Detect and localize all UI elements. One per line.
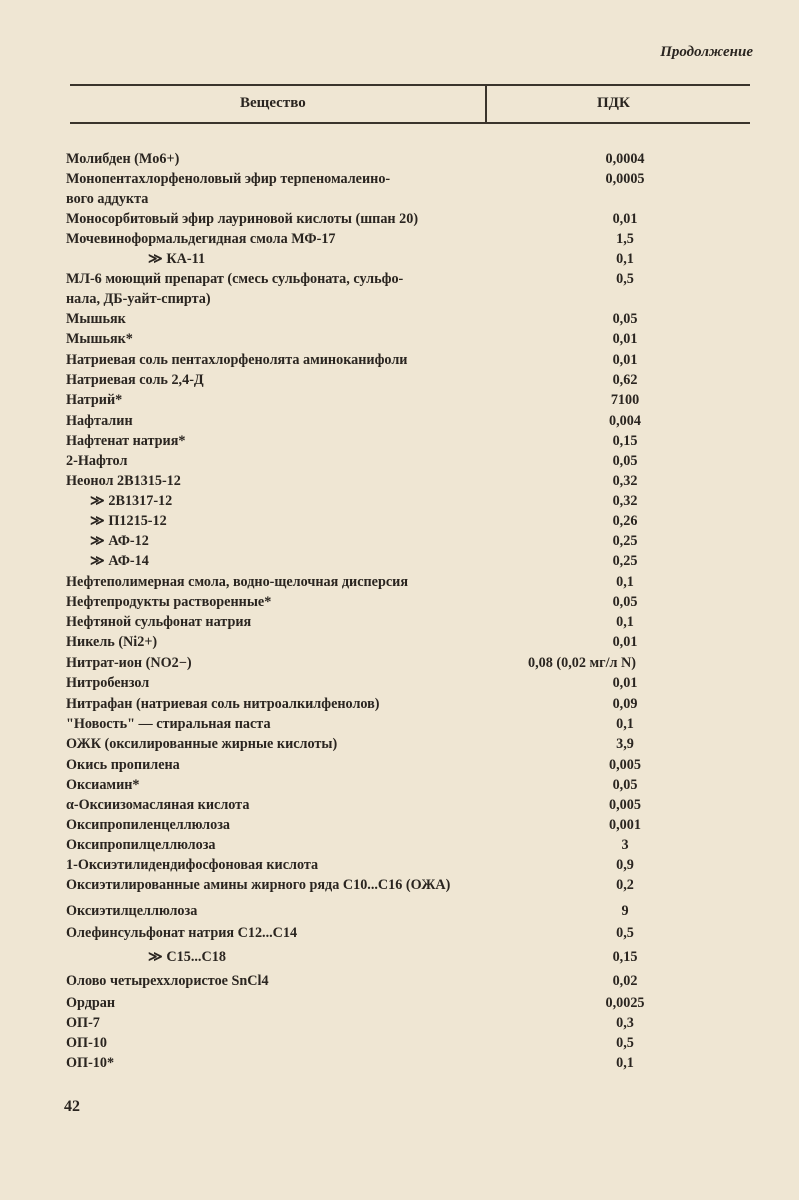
substance-name: Нитробензол [66,675,150,691]
substance-name: ОЖК (оксилированные жирные кислоты) [66,736,338,752]
substance-name: ≫ АФ-12 [90,533,149,549]
pdk-value: 1,5 [616,231,634,247]
substance-name: Мышьяк* [66,331,133,347]
pdk-value: 0,32 [612,473,638,489]
page-number: 42 [64,1098,80,1115]
substance-name: Натриевая соль пентахлорфенолята аминоканифоли [66,352,408,368]
substance-name: ОП-10 [66,1035,107,1051]
substance-name: Оксипропиленцеллюлоза [66,817,230,833]
substance-name: ОП-7 [66,1015,100,1031]
column-header-pdk: ПДК [597,95,630,111]
pdk-value: 0,02 [612,973,638,989]
pdk-value: 0,0004 [605,151,645,167]
column-divider [485,86,487,122]
pdk-value: 7100 [610,392,640,408]
pdk-value: 0,2 [616,877,634,893]
substance-name-continuation: нала, ДБ-уайт-спирта) [66,291,211,307]
pdk-value: 0,001 [609,817,641,833]
substance-name: Нефтяной сульфонат натрия [66,614,252,630]
pdk-value: 0,05 [612,777,638,793]
pdk-value: 3,9 [616,736,634,752]
pdk-value: 0,1 [616,574,634,590]
substance-name: Оксиэтилированные амины жирного ряда C10...C16 (ОЖА) [66,877,451,893]
pdk-value: 0,9 [616,857,634,873]
substance-name: α-Оксиизомасляная кислота [66,797,250,813]
substance-name: Ордран [66,995,116,1011]
substance-name: Нитрафан (натриевая соль нитроалкилфенолов) [66,696,380,712]
pdk-value: 0,25 [612,553,638,569]
substance-name: "Новость" — стиральная паста [66,716,271,732]
pdk-value: 0,05 [612,594,638,610]
column-header-substance: Вещество [240,95,306,111]
substance-name: Оксиамин* [66,777,140,793]
substance-name: ОП-10* [66,1055,115,1071]
substance-name: Нафтенат натрия* [66,433,186,449]
pdk-value: 0,15 [612,949,638,965]
pdk-value: 0,62 [612,372,638,388]
pdk-value: 0,01 [612,211,638,227]
substance-name: 2-Нафтол [66,453,128,469]
pdk-value: 3 [621,837,629,853]
substance-name: ≫ КА-11 [148,251,206,267]
pdk-value: 0,005 [609,797,641,813]
substance-name: Оксипропилцеллюлоза [66,837,216,853]
substance-name: Монопентахлорфеноловый эфир терпеномалеино- [66,171,391,187]
substance-name: Оксиэтилцеллюлоза [66,903,198,919]
pdk-value: 0,01 [612,352,638,368]
substance-name: Натриевая соль 2,4-Д [66,372,204,388]
substance-name: 1-Оксиэтилидендифосфоновая кислота [66,857,319,873]
substance-name: Олово четыреххлористое SnCl4 [66,973,269,989]
pdk-value: 0,5 [616,925,634,941]
substance-name: Неонол 2В1315-12 [66,473,181,489]
pdk-value: 0,32 [612,493,638,509]
pdk-value: 0,05 [612,453,638,469]
pdk-value: 0,5 [616,271,634,287]
pdk-value: 0,5 [616,1035,634,1051]
substance-name: Олефинсульфонат натрия C12...C14 [66,925,298,941]
substance-name: ≫ 2В1317-12 [90,493,173,509]
substance-name: Нефтеполимерная смола, водно-щелочная дисперсия [66,574,409,590]
pdk-value: 0,05 [612,311,638,327]
pdk-value: 0,004 [609,413,641,429]
substance-name: Нефтепродукты растворенные* [66,594,272,610]
substance-name: Нафталин [66,413,133,429]
substance-name-continuation: вого аддукта [66,191,149,207]
pdk-value: 0,1 [616,1055,634,1071]
substance-name: Окись пропилена [66,757,180,773]
substance-name: Натрий* [66,392,123,408]
pdk-value: 0,08 (0,02 мг/л N) [528,655,636,671]
substance-name: ≫ П1215-12 [90,513,167,529]
substance-name: ≫ АФ-14 [90,553,149,569]
pdk-value: 0,005 [609,757,641,773]
pdk-value: 0,0025 [605,995,645,1011]
pdk-value: 0,01 [612,675,638,691]
substance-name: Моносорбитовый эфир лауриновой кислоты (шпан 20) [66,211,419,227]
pdk-value: 0,3 [616,1015,634,1031]
substance-name: ≫ C15...C18 [148,949,226,965]
substance-name: МЛ-6 моющий препарат (смесь сульфоната, сульфо- [66,271,404,287]
pdk-value: 9 [621,903,629,919]
pdk-value: 0,25 [612,533,638,549]
pdk-value: 0,09 [612,696,638,712]
continuation-label: Продолжение [660,44,753,60]
table-header-rule [70,122,750,124]
substance-name: Мочевиноформальдегидная смола МФ-17 [66,231,336,247]
substance-name: Мышьяк [66,311,126,327]
substance-name: Молибден (Mo6+) [66,151,180,167]
pdk-value: 0,1 [616,251,634,267]
pdk-value: 0,1 [616,614,634,630]
pdk-value: 0,15 [612,433,638,449]
pdk-value: 0,26 [612,513,638,529]
substance-name: Никель (Ni2+) [66,634,158,650]
pdk-value: 0,0005 [605,171,645,187]
table-top-rule [70,84,750,86]
pdk-value: 0,01 [612,634,638,650]
pdk-value: 0,1 [616,716,634,732]
pdk-value: 0,01 [612,331,638,347]
substance-name: Нитрат-ион (NO2−) [66,655,192,671]
